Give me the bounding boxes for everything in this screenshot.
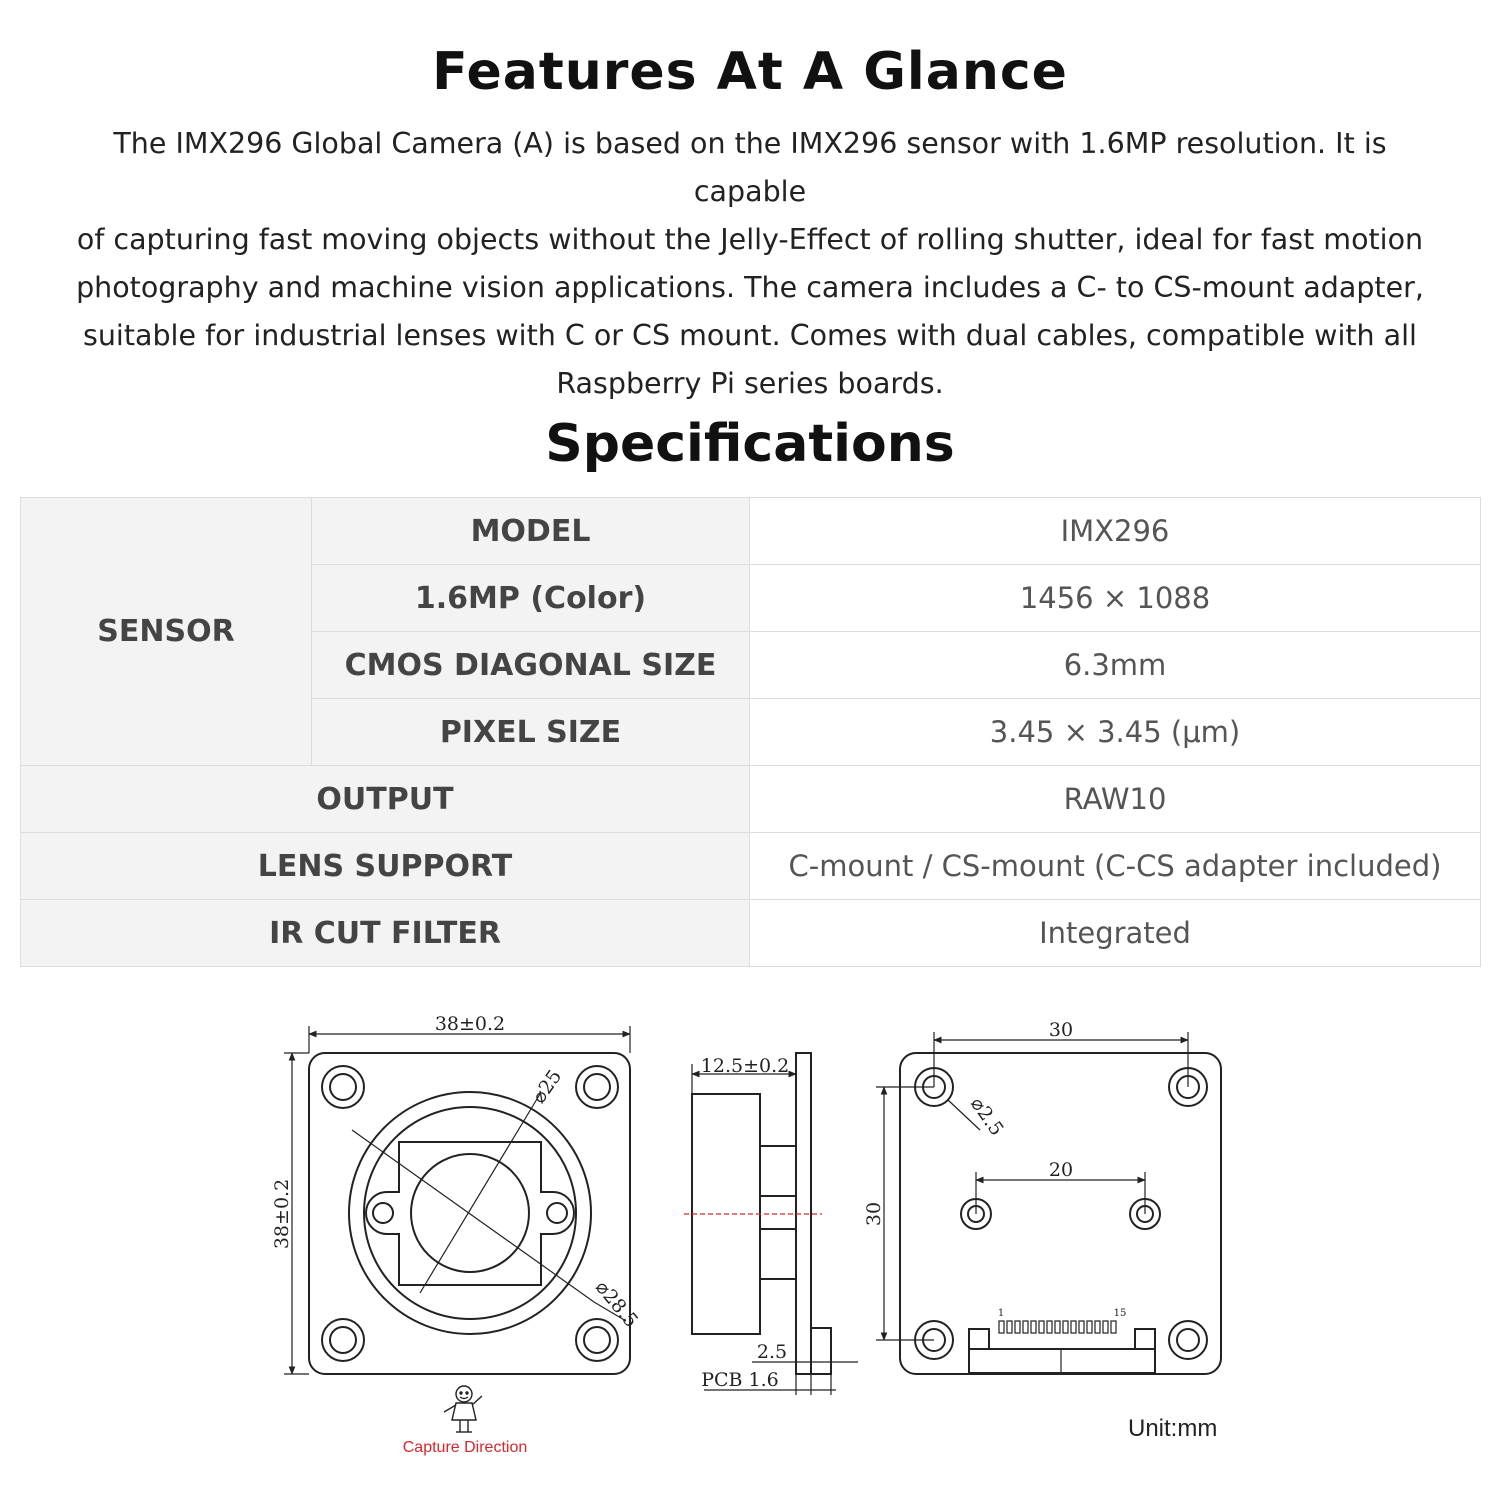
spec-value: 1456 × 1088 (750, 565, 1481, 632)
mounting-hole (576, 1319, 618, 1361)
spec-label: CMOS DIAGONAL SIZE (312, 632, 750, 699)
mounting-hole (576, 1066, 618, 1108)
spec-label: IR CUT FILTER (21, 900, 750, 967)
spec-value: Integrated (750, 900, 1481, 967)
spec-label: MODEL (312, 498, 750, 565)
mounting-hole (322, 1066, 364, 1108)
side-depth-label: 12.5±0.2 (700, 1055, 790, 1077)
spec-value: RAW10 (750, 766, 1481, 833)
dimension-drawing (0, 990, 1500, 1470)
features-description (58, 120, 1442, 408)
outer-diameter-label: ⌀28.5 (590, 1276, 643, 1332)
spec-label: PIXEL SIZE (312, 699, 750, 766)
table-row (21, 766, 1481, 833)
spec-label: OUTPUT (21, 766, 750, 833)
connector-side (811, 1328, 831, 1374)
front-height-label: 38±0.2 (271, 1178, 293, 1250)
pin-first-label: 1 (997, 1308, 1005, 1319)
front-width-label: 38±0.2 (434, 1013, 506, 1035)
back-left-label: 30 (863, 1201, 885, 1227)
diameter-line (352, 1130, 594, 1302)
features-title: Features At A Glance (432, 42, 1068, 102)
description-line: Raspberry Pi series boards. (556, 367, 944, 400)
connector-pins (999, 1321, 1116, 1333)
person-icon (444, 1386, 482, 1432)
diameter-line (420, 1094, 540, 1293)
sensor-group-label: SENSOR (21, 498, 312, 766)
back-view (876, 1032, 1221, 1374)
back-hole-diameter-label: ⌀2.5 (965, 1093, 1008, 1140)
fpc-connector (969, 1349, 1155, 1373)
description-line: of capturing fast moving objects without the Jelly-Effect of rolling shutter, ideal for fast motion (76, 223, 1424, 256)
specifications-table (20, 497, 1481, 967)
spec-value: 6.3mm (750, 632, 1481, 699)
specifications-title: Specifications (545, 414, 955, 474)
pin-last-label: 15 (1113, 1308, 1127, 1319)
capture-direction-label: Capture Direction (402, 1439, 528, 1456)
mounting-hole (1169, 1321, 1207, 1359)
spec-value: 3.45 × 3.45 (μm) (750, 699, 1481, 766)
description-line: The IMX296 Global Camera (A) is based on the IMX296 sensor with 1.6MP resolution. It is capable (113, 127, 1387, 208)
sensor-stack-side (760, 1196, 796, 1229)
inner-diameter-label: ⌀25 (527, 1065, 567, 1108)
inner-spacing-label: 20 (1048, 1159, 1074, 1181)
side-pcb-label: PCB 1.6 (701, 1369, 779, 1391)
mounting-hole (322, 1319, 364, 1361)
sensor-stack-side (760, 1146, 796, 1196)
lens-aperture (411, 1154, 529, 1272)
front-view (284, 1026, 630, 1374)
description-line: photography and machine vision applications. The camera includes a C- to CS-mount adapter, (76, 271, 1424, 304)
spec-value: C-mount / CS-mount (C-CS adapter included) (750, 833, 1481, 900)
side-gap-label: 2.5 (756, 1341, 788, 1363)
holder-screw-hole (373, 1203, 393, 1223)
lens-mount-outer-ring (349, 1092, 591, 1334)
spec-label: 1.6MP (Color) (312, 565, 750, 632)
table-row (21, 900, 1481, 967)
connector-tab (969, 1329, 989, 1349)
unit-label: Unit:mm (1128, 1415, 1218, 1442)
holder-screw-hole (547, 1203, 567, 1223)
lens-mount-inner-ring (364, 1107, 576, 1319)
table-row (21, 833, 1481, 900)
back-top-label: 30 (1048, 1019, 1074, 1041)
sensor-stack-side (760, 1229, 796, 1279)
table-row (21, 498, 1481, 565)
spec-value: IMX296 (750, 498, 1481, 565)
description-line: suitable for industrial lenses with C or CS mount. Comes with dual cables, compatible with all (83, 319, 1417, 352)
connector-tab (1135, 1329, 1155, 1349)
spec-label: LENS SUPPORT (21, 833, 750, 900)
